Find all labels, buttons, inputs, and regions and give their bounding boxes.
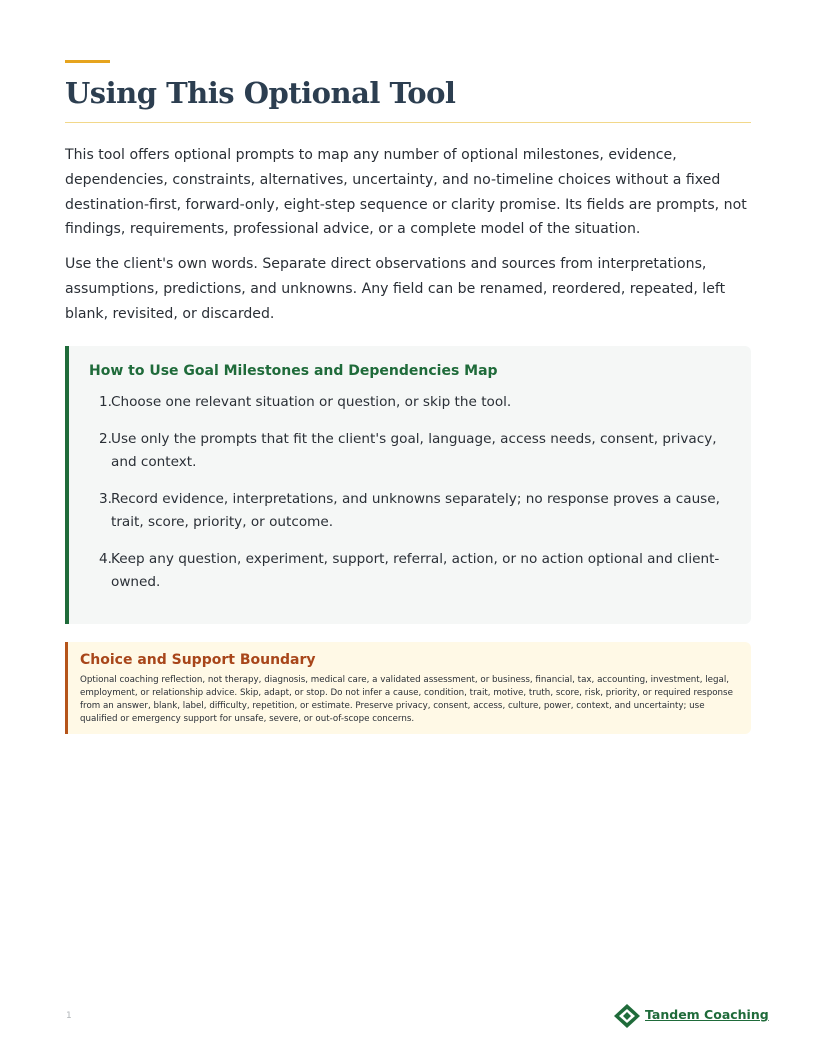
step-number: 1. <box>99 394 112 410</box>
step-text: Use only the prompts that fit the client's goal, language, access needs, consent, privacy, and context. <box>111 431 717 470</box>
page-number: 1 <box>66 1011 72 1021</box>
intro-paragraph: Use the client's own words. Separate direct observations and sources from interpretations, assumptions, predictions, and unknowns. Any field can be renamed, reordered, repeated, left blank, revisited, or discarded. <box>65 256 726 322</box>
boundary-heading: Choice and Support Boundary <box>80 652 316 668</box>
step-number: 3. <box>99 491 112 507</box>
boundary-text: Optional coaching reflection, not therapy, diagnosis, medical care, a validated assessment, or business, financial, tax, accounting, investment, legal, employment, or relationship advice. Skip, adapt, or stop. Do not infer a cause, condition, trait, motive, truth, score, risk, priority, or required response from an answer, blank, label, difficulty, repetition, or estimate. Preserve privacy, consent, access, culture, power, context, and uncertainty; use qualified or emergency support for unsafe, severe, or out-of-scope concerns. <box>80 675 733 724</box>
list-item <box>99 428 731 474</box>
title-accent-bar <box>65 60 110 63</box>
brand-logo <box>613 1003 769 1029</box>
how-to-heading: How to Use Goal Milestones and Dependencies Map <box>89 363 498 379</box>
step-number: 2. <box>99 431 112 447</box>
step-number: 4. <box>99 551 112 567</box>
list-item <box>99 488 731 534</box>
boundary-callout <box>65 642 751 734</box>
brand-name: Tandem Coaching <box>645 1007 769 1022</box>
step-text: Choose one relevant situation or question, or skip the tool. <box>111 394 512 410</box>
intro-paragraph: This tool offers optional prompts to map any number of optional milestones, evidence, dependencies, constraints, alternatives, uncertainty, and no-timeline choices without a fixed destination-first, forward-only, eight-step sequence or clarity promise. Its fields are prompts, not findings, requirements, professional advice, or a complete model of the situation. <box>65 147 747 238</box>
page-title: Using This Optional Tool <box>65 76 456 110</box>
how-to-steps-list <box>99 391 731 608</box>
how-to-callout <box>65 346 751 624</box>
diamond-logo-icon <box>613 1003 641 1029</box>
step-text: Keep any question, experiment, support, referral, action, or no action optional and client-owned. <box>111 551 720 590</box>
list-item <box>99 548 731 594</box>
title-divider <box>65 122 751 123</box>
step-text: Record evidence, interpretations, and unknowns separately; no response proves a cause, trait, score, priority, or outcome. <box>111 491 720 530</box>
list-item <box>99 391 731 414</box>
intro-section <box>65 143 755 337</box>
